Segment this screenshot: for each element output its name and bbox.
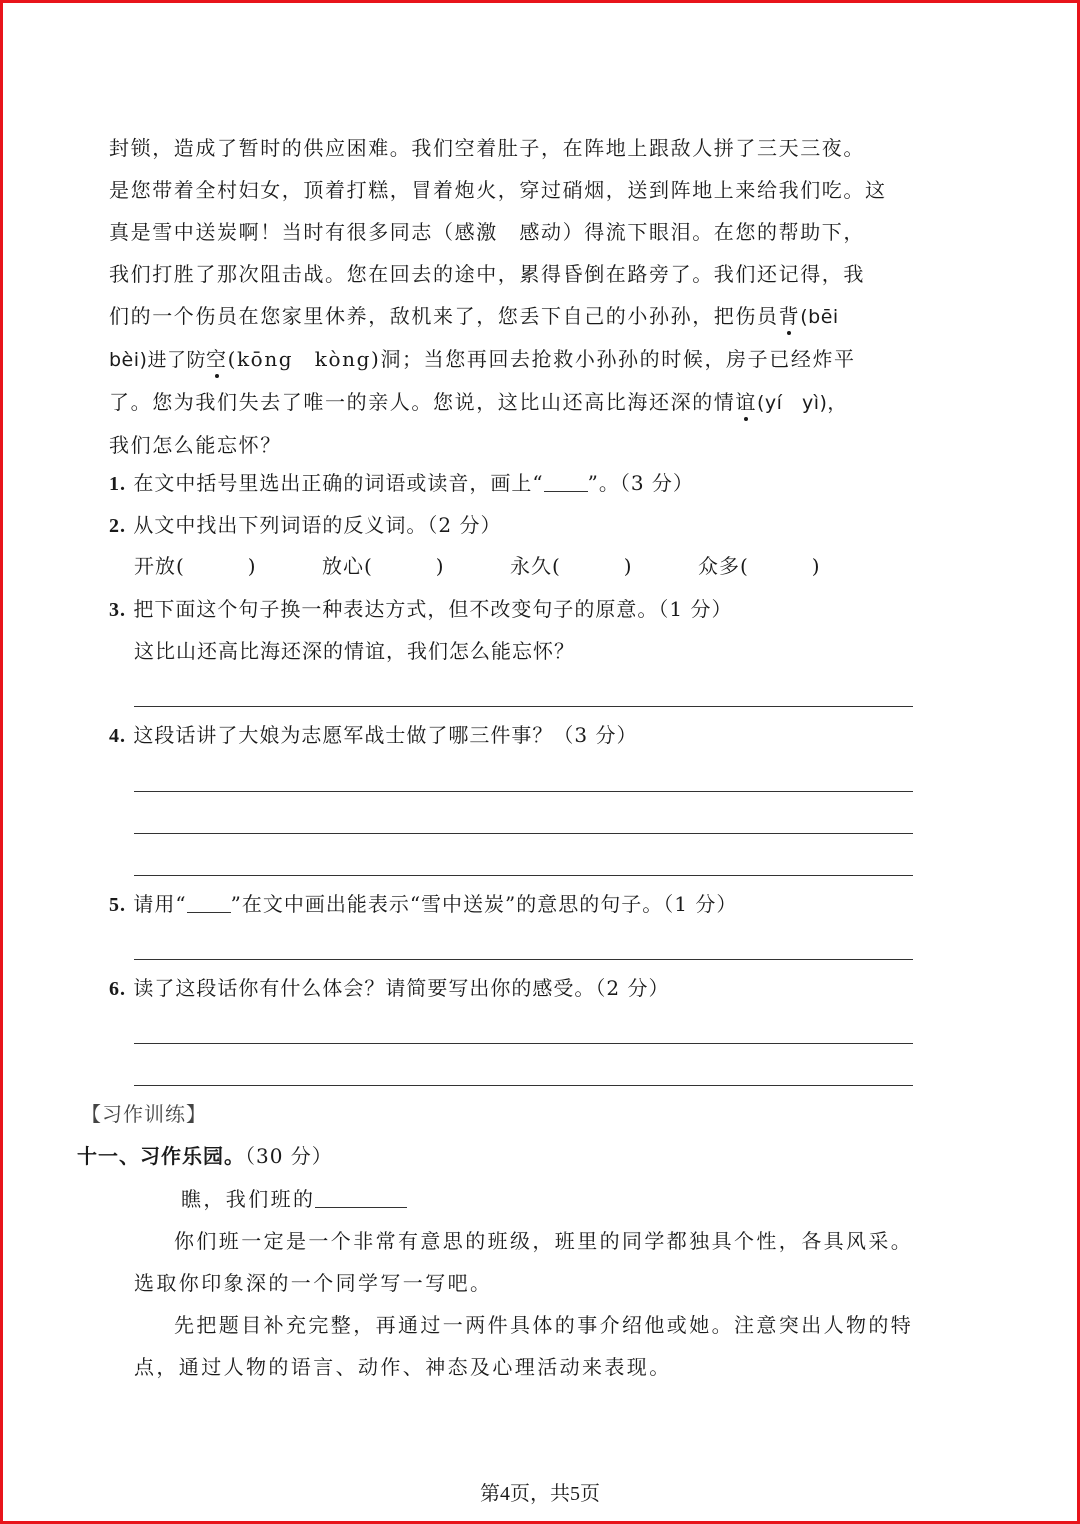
question-3	[109, 594, 919, 625]
answer-line[interactable]	[134, 706, 913, 707]
passage-line: 封锁，造成了暂时的供应困难。我们空着肚子，在阵地上跟敌人拼了三天三夜。	[109, 136, 865, 160]
antonym-blank[interactable]: 永久( )	[510, 554, 633, 578]
reading-passage	[109, 127, 913, 466]
question-5	[109, 889, 919, 920]
answer-line[interactable]	[134, 959, 913, 960]
question-text: 从文中找出下列词语的反义词。（2 分）	[133, 513, 502, 537]
passage-text: 们的一个伤员在您家里休养，敌机来了，您丢下自己的小孙孙，把伤员	[109, 304, 779, 328]
question-number: 1.	[109, 473, 126, 495]
answer-line[interactable]	[134, 1043, 913, 1044]
antonym-blank[interactable]: 放心( )	[322, 554, 445, 578]
question-text: 把下面这个句子换一种表达方式，但不改变句子的原意。（1 分）	[133, 597, 733, 621]
question-number: 4.	[109, 725, 126, 747]
antonym-blanks	[134, 551, 894, 581]
question-4	[109, 720, 919, 751]
question-text: 读了这段话你有什么体会？请简要写出你的感受。（2 分）	[133, 976, 670, 1000]
passage-text: (kōng kòng)洞；当您再回去抢救小孙孙的时候，房子已经炸平	[227, 347, 856, 371]
question-number: 3.	[109, 599, 126, 621]
question-1	[109, 468, 919, 499]
answer-line[interactable]	[134, 833, 913, 834]
dotted-character: 谊	[735, 381, 757, 423]
question-text: ”在文中画出能表示“雪中送炭”的意思的句子。（1 分）	[230, 892, 738, 916]
dotted-character: 背	[779, 295, 801, 337]
question-number: 5.	[109, 894, 126, 916]
question-number: 6.	[109, 978, 126, 1000]
antonym-blank[interactable]: 开放( )	[134, 554, 257, 578]
question-text: 这段话讲了大娘为志愿军战士做了哪三件事？（3 分）	[133, 723, 638, 747]
passage-line	[109, 295, 913, 338]
writing-task-title	[77, 1141, 333, 1171]
task-heading: 十一、习作乐园。	[77, 1144, 245, 1168]
question-6	[109, 973, 919, 1004]
question-text: 在文中括号里选出正确的词语或读音，画上“	[133, 471, 544, 495]
essay-instructions	[134, 1220, 914, 1388]
essay-topic: 瞧，我们班的	[181, 1187, 316, 1211]
task-points: （30 分）	[245, 1144, 333, 1168]
answer-line[interactable]	[134, 875, 913, 876]
question-text: ”。（3 分）	[587, 471, 694, 495]
underline-mark	[187, 894, 231, 913]
passage-line: 我们打胜了那次阻击战。您在回去的途中，累得昏倒在路旁了。我们还记得，我	[109, 262, 865, 286]
question-number: 2.	[109, 515, 126, 537]
dotted-character: 空	[206, 338, 228, 380]
passage-line: 我们怎么能忘怀？	[109, 433, 282, 457]
page-footer: 第4页，共5页	[480, 1483, 600, 1505]
pinyin-choice: bèi)进了防	[109, 349, 206, 371]
question-text: 请用“	[133, 892, 187, 916]
answer-line[interactable]	[134, 1085, 913, 1086]
topic-blank[interactable]	[315, 1189, 407, 1208]
question-2	[109, 510, 919, 541]
pinyin-choice: (bēi	[800, 306, 839, 328]
section-label: 【习作训练】	[81, 1102, 207, 1126]
instruction-paragraph: 先把题目补充完整，再通过一两件具体的事介绍他或她。注意突出人物的特点，通过人物的语言、动作、神态及心理活动来表现。	[134, 1313, 914, 1379]
passage-line: 是您带着全村妇女，顶着打糕，冒着炮火，穿过硝烟，送到阵地上来给我们吃。这	[109, 178, 887, 202]
antonym-blank[interactable]: 众多( )	[698, 554, 821, 578]
passage-line	[109, 338, 913, 381]
passage-line: 真是雪中送炭啊！当时有很多同志（感激 感动）得流下眼泪。在您的帮助下，	[109, 220, 865, 244]
instruction-paragraph: 你们班一定是一个非常有意思的班级，班里的同学都独具个性，各具风采。选取你印象深的一个同学写一写吧。	[134, 1229, 914, 1295]
passage-line	[109, 381, 913, 424]
passage-text: 了。您为我们失去了唯一的亲人。您说，这比山还高比海还深的情	[109, 390, 736, 414]
question-3-sentence: 这比山还高比海还深的情谊，我们怎么能忘怀？	[134, 639, 575, 663]
pinyin-choice: (yí yì)，	[757, 392, 847, 414]
answer-line[interactable]	[134, 791, 913, 792]
underline-mark	[544, 473, 588, 492]
essay-topic-line	[181, 1178, 921, 1220]
